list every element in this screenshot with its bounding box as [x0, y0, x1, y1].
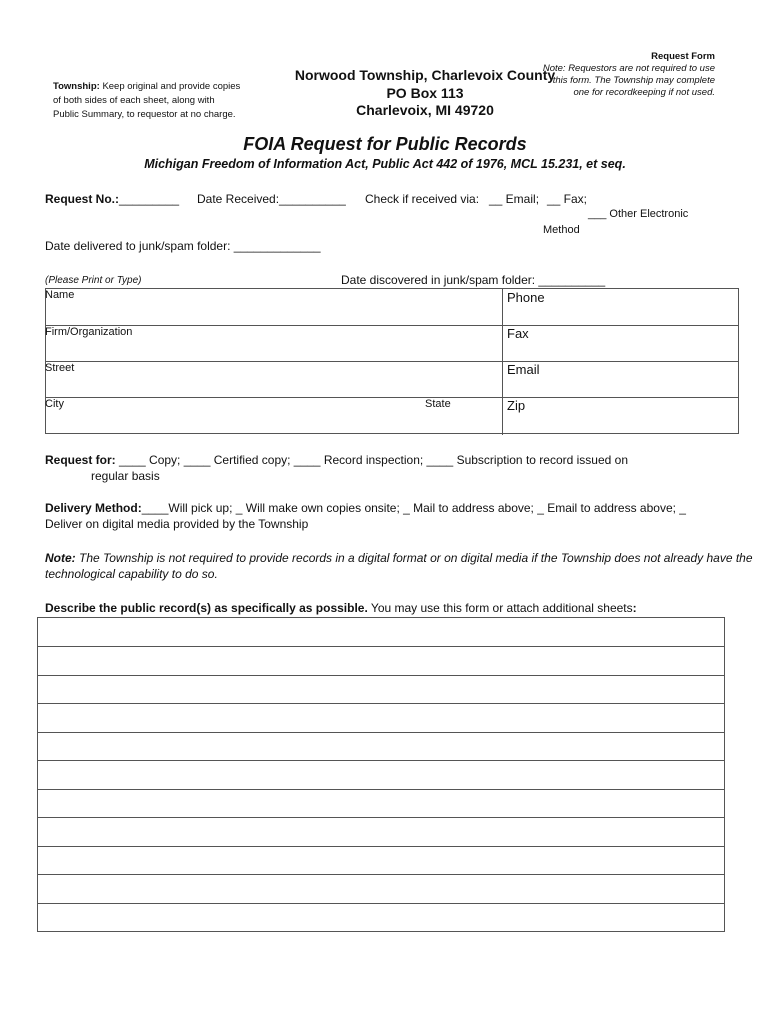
city-label: City	[45, 398, 64, 410]
organization-block	[290, 67, 560, 120]
request-form-note	[535, 51, 715, 99]
township-label: Township:	[53, 81, 100, 92]
description-line[interactable]	[38, 675, 724, 676]
delivery-method-options[interactable]: ____Will pick up; _ Will make own copies onsite; _ Mail to address above; _ Email to address above; _	[141, 501, 686, 515]
print-note: (Please Print or Type)	[45, 275, 142, 286]
delivery-method-continuation[interactable]: Deliver on digital media provided by the Township	[45, 517, 309, 531]
description-line[interactable]	[38, 874, 724, 875]
name-label: Name	[45, 289, 75, 301]
description-line[interactable]	[38, 817, 724, 818]
contact-info-box	[45, 288, 739, 434]
request-for-options[interactable]: ____ Copy; ____ Certified copy; ____ Record inspection; ____ Subscription to record issued on	[119, 453, 628, 467]
check-received-label: Check if received via:	[365, 192, 480, 206]
contact-row-divider	[46, 397, 738, 398]
date-discovered-label: Date discovered in junk/spam folder: _	[341, 273, 546, 287]
request-for-continuation: regular basis	[91, 469, 160, 483]
zip-label: Zip	[507, 398, 526, 413]
description-lines-box[interactable]	[37, 617, 725, 932]
email-option[interactable]: __ Email;	[489, 192, 540, 206]
fax-label: Fax	[507, 326, 529, 341]
request-for-label: Request for:	[45, 453, 116, 467]
request-number-field	[45, 192, 179, 206]
description-line[interactable]	[38, 646, 724, 647]
describe-bold: Describe the public record(s) as specifically as possible.	[45, 601, 368, 615]
description-line[interactable]	[38, 846, 724, 847]
page-subtitle: Michigan Freedom of Information Act, Public Act 442 of 1976, MCL 15.231, et seq.	[144, 157, 626, 171]
date-received-blank[interactable]: __________	[279, 192, 346, 206]
note-label: Note:	[45, 551, 76, 565]
date-discovered-blank[interactable]: _________	[545, 273, 606, 287]
org-address-line2: Charlevoix, MI 49720	[356, 102, 494, 118]
date-delivered-label: Date delivered to junk/spam folder: _	[45, 239, 241, 253]
contact-row-divider	[46, 325, 738, 326]
delivery-method-label: Delivery Method:	[45, 501, 142, 515]
firm-label: Firm/Organization	[45, 326, 133, 338]
request-form-note-text: Note: Requestors are not required to use this form. The Township may complete one for recordkeeping if not used.	[542, 63, 715, 98]
description-line[interactable]	[38, 789, 724, 790]
request-no-blank[interactable]: _________	[119, 192, 180, 206]
description-line[interactable]	[38, 703, 724, 704]
email-label: Email	[507, 362, 540, 377]
state-label: State	[425, 398, 451, 410]
township-note-text: Keep original and provide copies of both sides of each sheet, along with Public Summary, to requestor at no charge.	[53, 81, 241, 120]
page-title: FOIA Request for Public Records	[243, 134, 527, 154]
delivery-method-row	[45, 501, 686, 515]
other-electronic-option[interactable]: ___ Other Electronic	[588, 208, 689, 220]
date-received-field	[197, 192, 346, 206]
note-text-line2: technological capability to do so.	[45, 567, 218, 581]
contact-row-divider	[46, 361, 738, 362]
date-received-label: Date Received:	[197, 192, 280, 206]
phone-label: Phone	[507, 290, 545, 305]
request-for-row	[45, 453, 628, 467]
request-no-label: Request No.:	[45, 192, 120, 206]
method-label: Method	[543, 224, 580, 236]
describe-instruction: Describe the public record(s) as specifically as possible. You may use this form or attach additional sheets:	[45, 601, 637, 615]
request-form-label: Request Form	[651, 51, 715, 62]
org-address-line1: PO Box 113	[386, 84, 464, 101]
date-delivered-blank[interactable]: ____________	[240, 239, 321, 253]
note-text: The Township is not required to provide records in a digital format or on digital media if the Township does not already have the	[79, 551, 753, 565]
street-label: Street	[45, 362, 75, 374]
describe-normal: You may use this form or attach additional sheets	[370, 601, 633, 615]
description-line[interactable]	[38, 732, 724, 733]
description-line[interactable]	[38, 760, 724, 761]
contact-column-divider	[502, 289, 503, 435]
description-line[interactable]	[38, 903, 724, 904]
org-name: Norwood Township, Charlevoix County	[294, 67, 556, 83]
township-note	[53, 80, 243, 122]
date-delivered-field	[45, 239, 321, 253]
fax-option[interactable]: __ Fax;	[547, 192, 588, 206]
digital-note	[45, 551, 753, 565]
date-discovered-field	[341, 273, 605, 287]
